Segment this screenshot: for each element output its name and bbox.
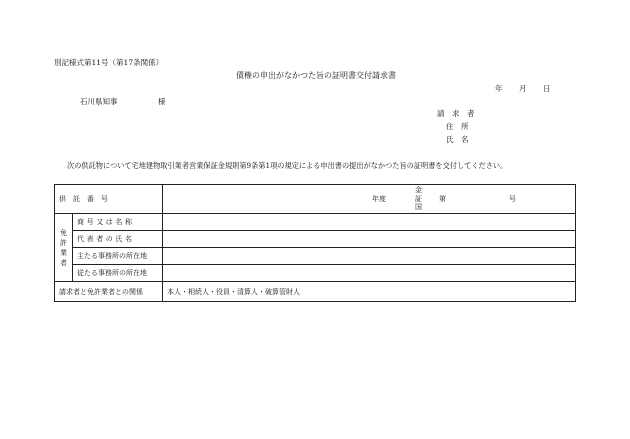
deposit-number-row — [55, 185, 576, 214]
form-number: 別記様式第11号（第17条関係） — [54, 58, 164, 67]
representative-name-field[interactable] — [163, 231, 576, 248]
trade-name-field[interactable] — [163, 214, 576, 231]
licensee-row-main-office — [55, 248, 576, 265]
main-office-label: 主たる事務所の所在地 — [73, 248, 163, 265]
date-day-label: 日 — [543, 84, 551, 93]
relation-label: 請求者と免許業者との関係 — [55, 282, 163, 302]
go-label: 号 — [509, 195, 516, 203]
date-year-label: 年 — [495, 84, 503, 93]
deposit-number-value-cell[interactable] — [163, 185, 576, 214]
request-statement: 次の供託物について宅地建物取引業者営業保証金規則第9条第1項の規定による申出書の提出がなかつた旨の証明書を交付してください。 — [67, 161, 508, 170]
nendo-label: 年度 — [372, 195, 386, 203]
deposit-type-kin: 金 — [415, 186, 422, 194]
requester-address-label: 住 所 — [446, 122, 469, 131]
representative-name-label: 代表者の氏名 — [73, 231, 163, 248]
licensee-row-sub-office — [55, 265, 576, 282]
relation-row — [55, 282, 576, 302]
deposit-type-sho: 証 — [415, 194, 422, 203]
date-month-label: 月 — [519, 84, 527, 93]
requester-heading: 請 求 者 — [437, 109, 475, 118]
deposit-number-label-cell — [55, 185, 163, 214]
dai-label: 第 — [439, 195, 446, 203]
licensee-vertical-label: 免 許 業 者 — [55, 214, 73, 282]
sub-office-field[interactable] — [163, 265, 576, 282]
deposit-type-stack — [415, 186, 422, 212]
deposit-type-koku: 国 — [415, 203, 422, 211]
deposit-number-label: 供 託 番 号 — [59, 195, 108, 203]
form-title: 債権の申出がなかつた旨の証明書交付請求書 — [236, 71, 396, 80]
licensee-row-trade-name — [55, 214, 576, 231]
addressee: 石川県知事 — [80, 97, 118, 106]
licensee-row-representative — [55, 231, 576, 248]
addressee-honorific: 様 — [158, 97, 166, 106]
sub-office-label: 従たる事務所の所在地 — [73, 265, 163, 282]
requester-name-label: 氏 名 — [446, 135, 469, 144]
trade-name-label: 商号又は名称 — [73, 214, 163, 231]
relation-options[interactable]: 本人・相続人・役員・清算人・破算管財人 — [163, 282, 576, 302]
main-office-field[interactable] — [163, 248, 576, 265]
request-table — [54, 184, 576, 302]
deposit-number-fields — [167, 185, 571, 213]
